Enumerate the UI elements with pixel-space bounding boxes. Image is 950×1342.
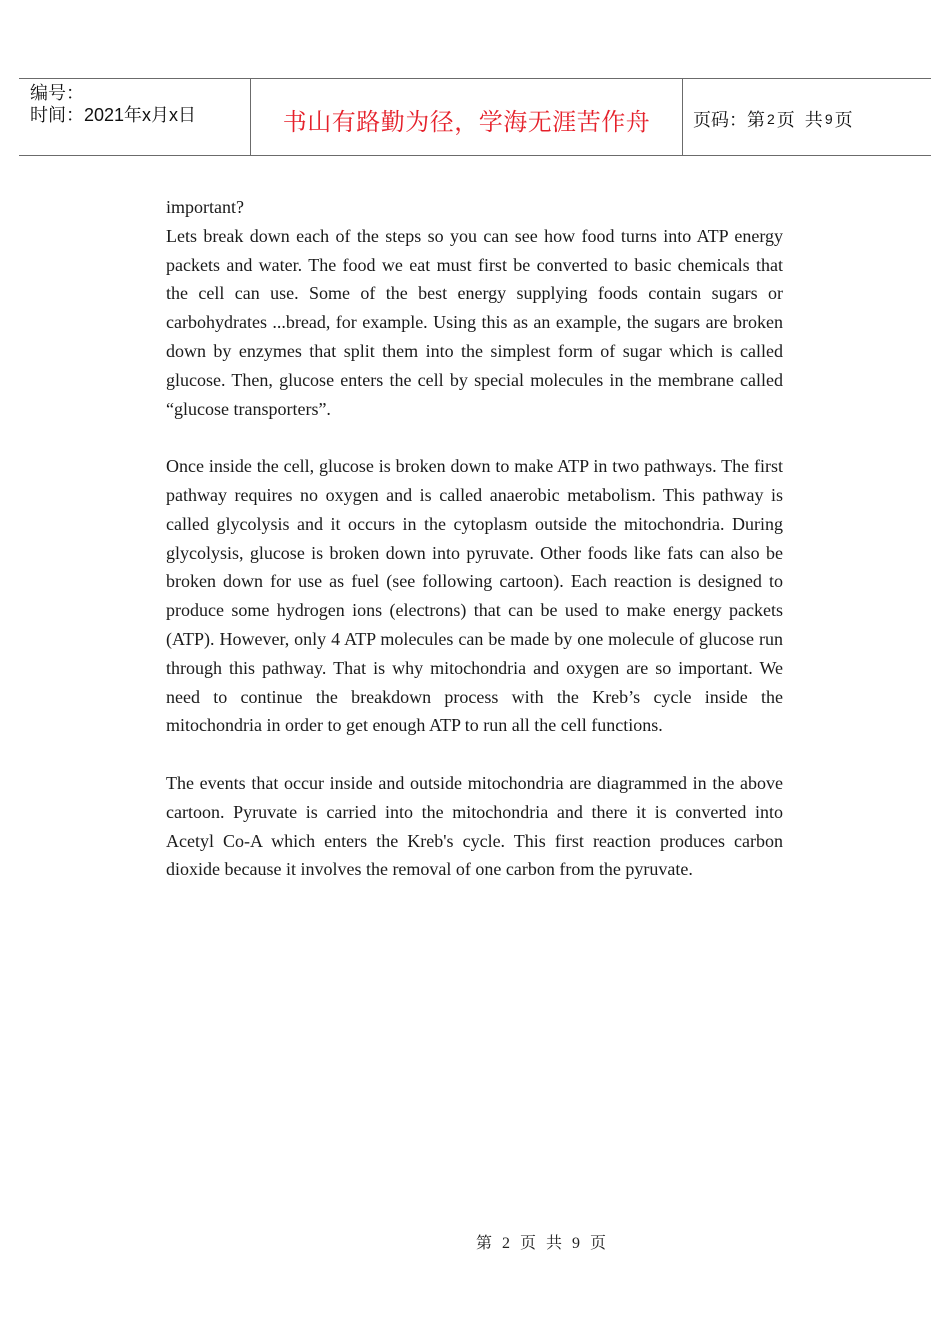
header-meta-cell — [19, 79, 251, 155]
motto-text: 书山有路勤为径，学海无涯苦作舟 — [282, 108, 651, 136]
page-total: 9 — [824, 111, 833, 127]
paragraph-food-breakdown: Lets break down each of the steps so you can see how food turns into ATP energy packets and water. The food we eat must first be converted to basic chemicals that the cell can use. Some of the best energy supplying foods contain sugars or carbohydrates ...bread, for example. Using this as an example, the sugars are broken down by enzymes that split them into the simplest form of sugar which is called glucose. Then, glucose enters the cell by special molecules in the membrane called “glucose transporters”. — [166, 225, 783, 419]
paragraph-krebs-cycle: The events that occur inside and outside mitochondria are diagrammed in the above cartoon. Pyruvate is carried into the mitochondria and there it is converted into Acetyl Co-A which enters the Kreb's cycle. This first reaction produces carbon dioxide because it involves the removal of one carbon from the pyruvate. — [166, 772, 783, 880]
paragraph-glycolysis: Once inside the cell, glucose is broken down to make ATP in two pathways. The first pathway requires no oxygen and is called anaerobic metabolism. This pathway is called glycolysis and it occurs in the cytoplasm outside the mitochondria. During glycolysis, glucose is broken down into pyruvate. Other foods like fats can also be broken down for use as fuel (see following cartoon). Each reaction is designed to produce some hydrogen ions (electrons) that can be used to make energy packets (ATP). However, only 4 ATP molecules can be made by one molecule of glucose run through this pathway. That is why mitochondria and oxygen are so important. We need to continue the breakdown process with the Kreb’s cycle inside the mitochondria in order to get enough ATP to run all the cell functions. — [166, 456, 783, 736]
footer-page-number: 第 2 页 共 9 页 — [475, 1235, 606, 1252]
page-footer — [0, 1230, 950, 1253]
page-current: 2 — [767, 111, 775, 127]
time-label: 时间：2021年x月x日 — [30, 105, 197, 125]
document-body — [166, 193, 783, 884]
page-suffix: 页 — [834, 110, 853, 130]
paragraph-fragment: important? — [166, 197, 244, 217]
serial-number-label: 编号： — [30, 83, 84, 103]
header-page-cell — [683, 79, 931, 155]
page-label: 页码：第 — [693, 110, 765, 130]
page-header — [19, 78, 931, 156]
header-motto-cell — [251, 79, 683, 155]
page-mid-label: 页 共 — [776, 110, 823, 130]
